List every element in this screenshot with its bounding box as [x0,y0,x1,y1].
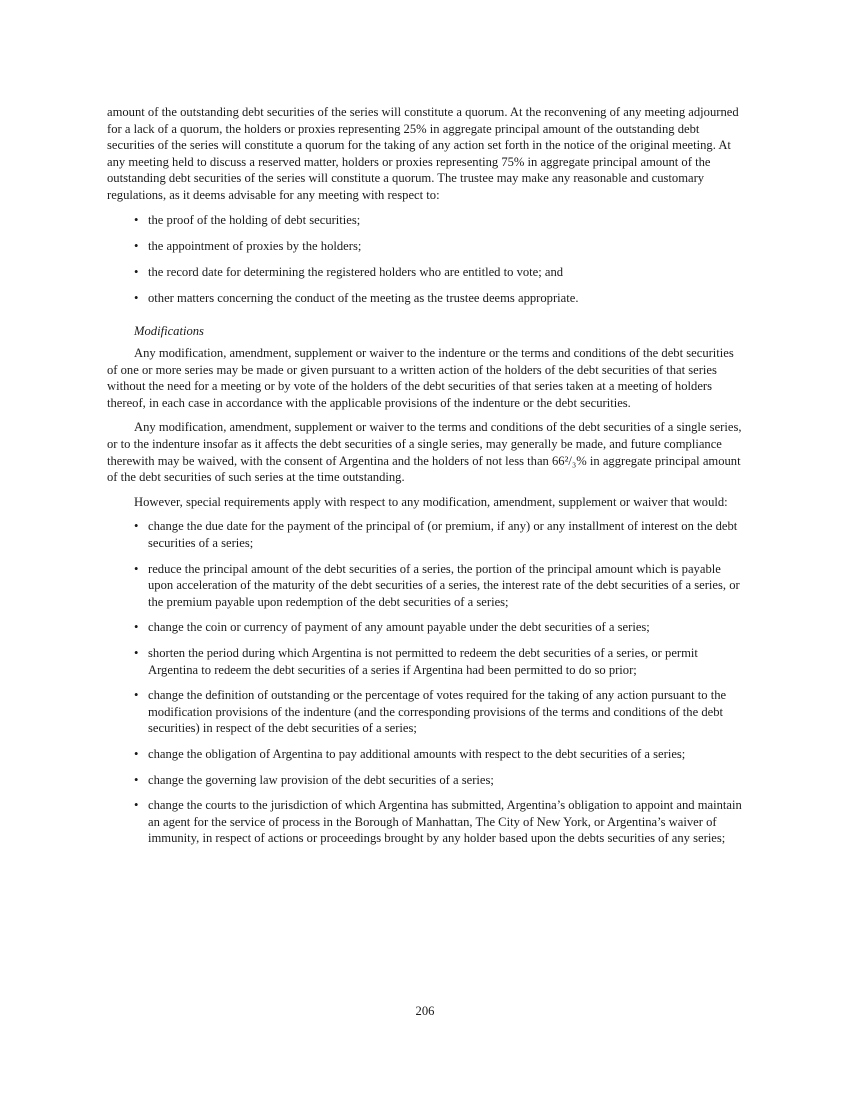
bullet-icon: • [134,212,139,227]
list-item-text: change the definition of outstanding or the percentage of votes required for the taking of any action pursuant to the modification provisions of the indenture (and the corresponding provisions of the terms and conditions of the debt securities) in respect of the debt securities of a series; [148,688,727,736]
section-heading: Modifications [134,324,204,339]
list-item-text: shorten the period during which Argentina is not permitted to redeem the debt securities of a series, or permit Argentina to redeem the debt securities of a series if Argentina had been permitted to do so prior; [148,645,698,677]
list-item [107,264,743,281]
bullet-icon: • [134,688,139,703]
bullet-icon: • [134,264,139,279]
list-item-text: change the courts to the jurisdiction of which Argentina has submitted, Argentina’s obligation to appoint and maintain an agent for the service of process in the Borough of Manhattan, The City of New York, or Argentina’s waiver of immunity, in respect of actions or proceedings brought by any holder based upon the debts securities of any series; [148,798,742,846]
list-item [107,561,743,611]
list-item [107,212,743,229]
bullet-icon: • [134,798,139,813]
bullet-icon: • [134,645,139,660]
list-item-text: the appointment of proxies by the holders; [148,238,362,253]
list-item-text: change the coin or currency of payment of any amount payable under the debt securities of a series; [148,620,650,635]
list-item [107,797,743,847]
list-item [107,746,743,763]
body-paragraph: Any modification, amendment, supplement or waiver to the indenture or the terms and conditions of the debt securities of one or more series may be made or given pursuant to a written action of the holders of the debt securities of that series without the need for a meeting or by vote of the holders of the debt securities of that series taken at a meeting of holders thereof, in each case in accordance with the applicable provisions of the indenture or the debt securities. [107,346,734,410]
document-page [107,104,743,856]
body-paragraph: Any modification, amendment, supplement or waiver to the terms and conditions of the debt securities of a single series, or to the indenture insofar as it affects the debt securities of a single series, may generally be made, and future compliance therewith may be waived, with the consent of Argentina and the holders of not less than 66²/₃% in aggregate principal amount of the debt securities of such series at the time outstanding. [107,420,742,485]
body-paragraph: However, special requirements apply with respect to any modification, amendment, supplement or waiver that would: [134,494,728,509]
bullet-icon: • [134,772,139,787]
bullet-icon: • [134,290,139,305]
list-item-text: the record date for determining the registered holders who are entitled to vote; and [148,264,564,279]
list-item [107,238,743,255]
bullet-icon: • [134,561,139,576]
special-requirements-list [107,518,743,847]
intro-paragraph: amount of the outstanding debt securities of the series will constitute a quorum. At the reconvening of any meeting adjourned for a lack of a quorum, the holders or proxies representing 25% in aggregate principal amount of the outstanding debt securities of the series will constitute a quorum for the taking of any action set forth in the notice of the original meeting. At any meeting held to discuss a reserved matter, holders or proxies representing 75% in aggregate principal amount of the outstanding debt securities of the series will constitute a quorum. The trustee may make any reasonable and customary regulations, as it deems advisable for any meeting with respect to: [107,105,739,202]
list-item-text: change the governing law provision of the debt securities of a series; [148,772,494,787]
list-item [107,619,743,636]
list-item [107,518,743,551]
list-item-text: other matters concerning the conduct of the meeting as the trustee deems appropriate. [148,290,579,305]
list-item [107,772,743,789]
list-item-text: change the obligation of Argentina to pay additional amounts with respect to the debt securities of a series; [148,746,686,761]
list-item-text: the proof of the holding of debt securities; [148,212,361,227]
list-item [107,687,743,737]
meeting-items-list [107,212,743,307]
list-item-text: change the due date for the payment of the principal of (or premium, if any) or any installment of interest on the debt securities of a series; [148,519,738,550]
bullet-icon: • [134,620,139,635]
list-item-text: reduce the principal amount of the debt securities of a series, the portion of the principal amount which is payable upon acceleration of the maturity of the debt securities of a series, the interest rate of the debt securities of a series, or the premium payable upon redemption of the debt securities of a series; [148,561,740,609]
list-item [107,645,743,678]
list-item [107,290,743,307]
bullet-icon: • [134,238,139,253]
page-number: 206 [415,1004,435,1018]
bullet-icon: • [134,519,139,534]
bullet-icon: • [134,746,139,761]
